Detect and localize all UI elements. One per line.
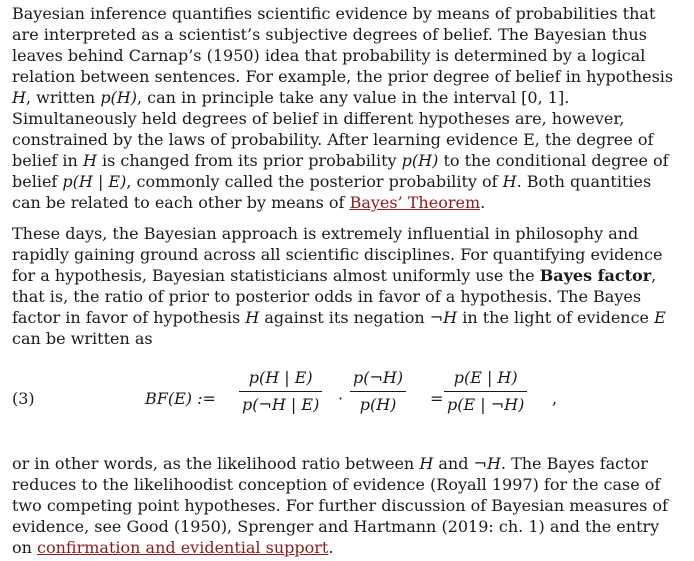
math-h: H [502, 172, 517, 191]
fraction-denominator: p(H) [359, 395, 397, 414]
math-h: H [82, 151, 97, 170]
equation-number: (3) [12, 389, 35, 408]
paragraph-bayesian-inference [12, 3, 682, 213]
text: to the conditional degree of belief [12, 151, 669, 191]
math-e: E [654, 308, 666, 327]
text: , can in principle take any value in the interval [137, 88, 522, 107]
math-not-h: ¬H [473, 454, 501, 473]
confirmation-evidential-support-link[interactable]: confirmation and evidential support [37, 538, 329, 557]
fraction-denominator: p(E | ¬H) [447, 395, 525, 414]
text: , that is, the ratio of prior to posterior odds in favor of a hypothesis. The Bayes factor in favor of hypothesis [12, 266, 657, 327]
math-h: H [419, 454, 434, 473]
text: can be written as [12, 329, 153, 348]
text: or in other words, as the likelihood ratio between [12, 454, 420, 473]
trailing-comma: , [552, 389, 558, 408]
fraction-numerator: p(E | H) [444, 367, 527, 392]
fraction-likelihood-ratio [444, 367, 527, 416]
bayes-factor-term: Bayes factor [539, 266, 652, 285]
equals-sign: = [430, 389, 444, 408]
text: Bayesian inference quantifies scientific evidence by means of probabilities that are interpreted as a scientist’s subjective degrees of belief. The Bayesian thus leaves behind Carnap’s (1950) idea that probability is determined by a logical relation between sentences. For example, the prior degree of belief in hypothesis [12, 4, 674, 86]
math-not-h: ¬H [429, 308, 458, 327]
fraction-prior-ratio [350, 367, 406, 416]
text: These days, the Bayesian approach is extremely influential in philosophy and rapidly gaining ground across all scientific disciplines. For quantifying evidence for a hypothesis, Bayesian statisticians almost uniformly use the [12, 224, 663, 285]
math-h: H [12, 88, 26, 107]
math-posterior: p(H | E) [62, 172, 127, 191]
math-prior: p(H) [401, 151, 439, 170]
text: . Simultaneously held degrees of belief in different hypotheses are, however, constrained by the laws of probability. After learning evidence E, the degree of belief in [12, 88, 654, 170]
equation-3 [12, 361, 682, 441]
math-prior: p(H) [100, 88, 137, 107]
text: against its negation [259, 308, 430, 327]
paragraph-bayes-factor [12, 223, 682, 349]
fraction-denominator: p(¬H | E) [242, 395, 320, 414]
text: , commonly called the posterior probability of [126, 172, 503, 191]
text: in the light of evidence [457, 308, 655, 327]
text: . The Bayes factor reduces to the likelihoodist conception of evidence (Royall 1997) for the case of two competing point hypotheses. For further discussion of Bayesian measures of evidence, see Good (1950), Sprenger and Hartmann (2019: ch. 1) and the entry on [12, 454, 668, 557]
equation-lhs: BF(E) := [145, 389, 216, 408]
fraction-numerator: p(H | E) [239, 367, 322, 392]
math-interval: [0, 1] [521, 88, 565, 107]
math-h: H [245, 308, 260, 327]
text: . Both quantities can be related to each other by means of [12, 172, 652, 212]
text: , written [25, 88, 101, 107]
fraction-posterior-ratio [239, 367, 322, 416]
text: is changed from its prior probability [96, 151, 402, 170]
paragraph-likelihood-ratio [12, 453, 682, 558]
text: and [433, 454, 474, 473]
text: . [328, 538, 334, 557]
multiply-dot: · [338, 389, 344, 408]
bayes-theorem-link[interactable]: Bayes’ Theorem [349, 193, 481, 212]
text: . [480, 193, 486, 212]
fraction-numerator: p(¬H) [350, 367, 406, 392]
